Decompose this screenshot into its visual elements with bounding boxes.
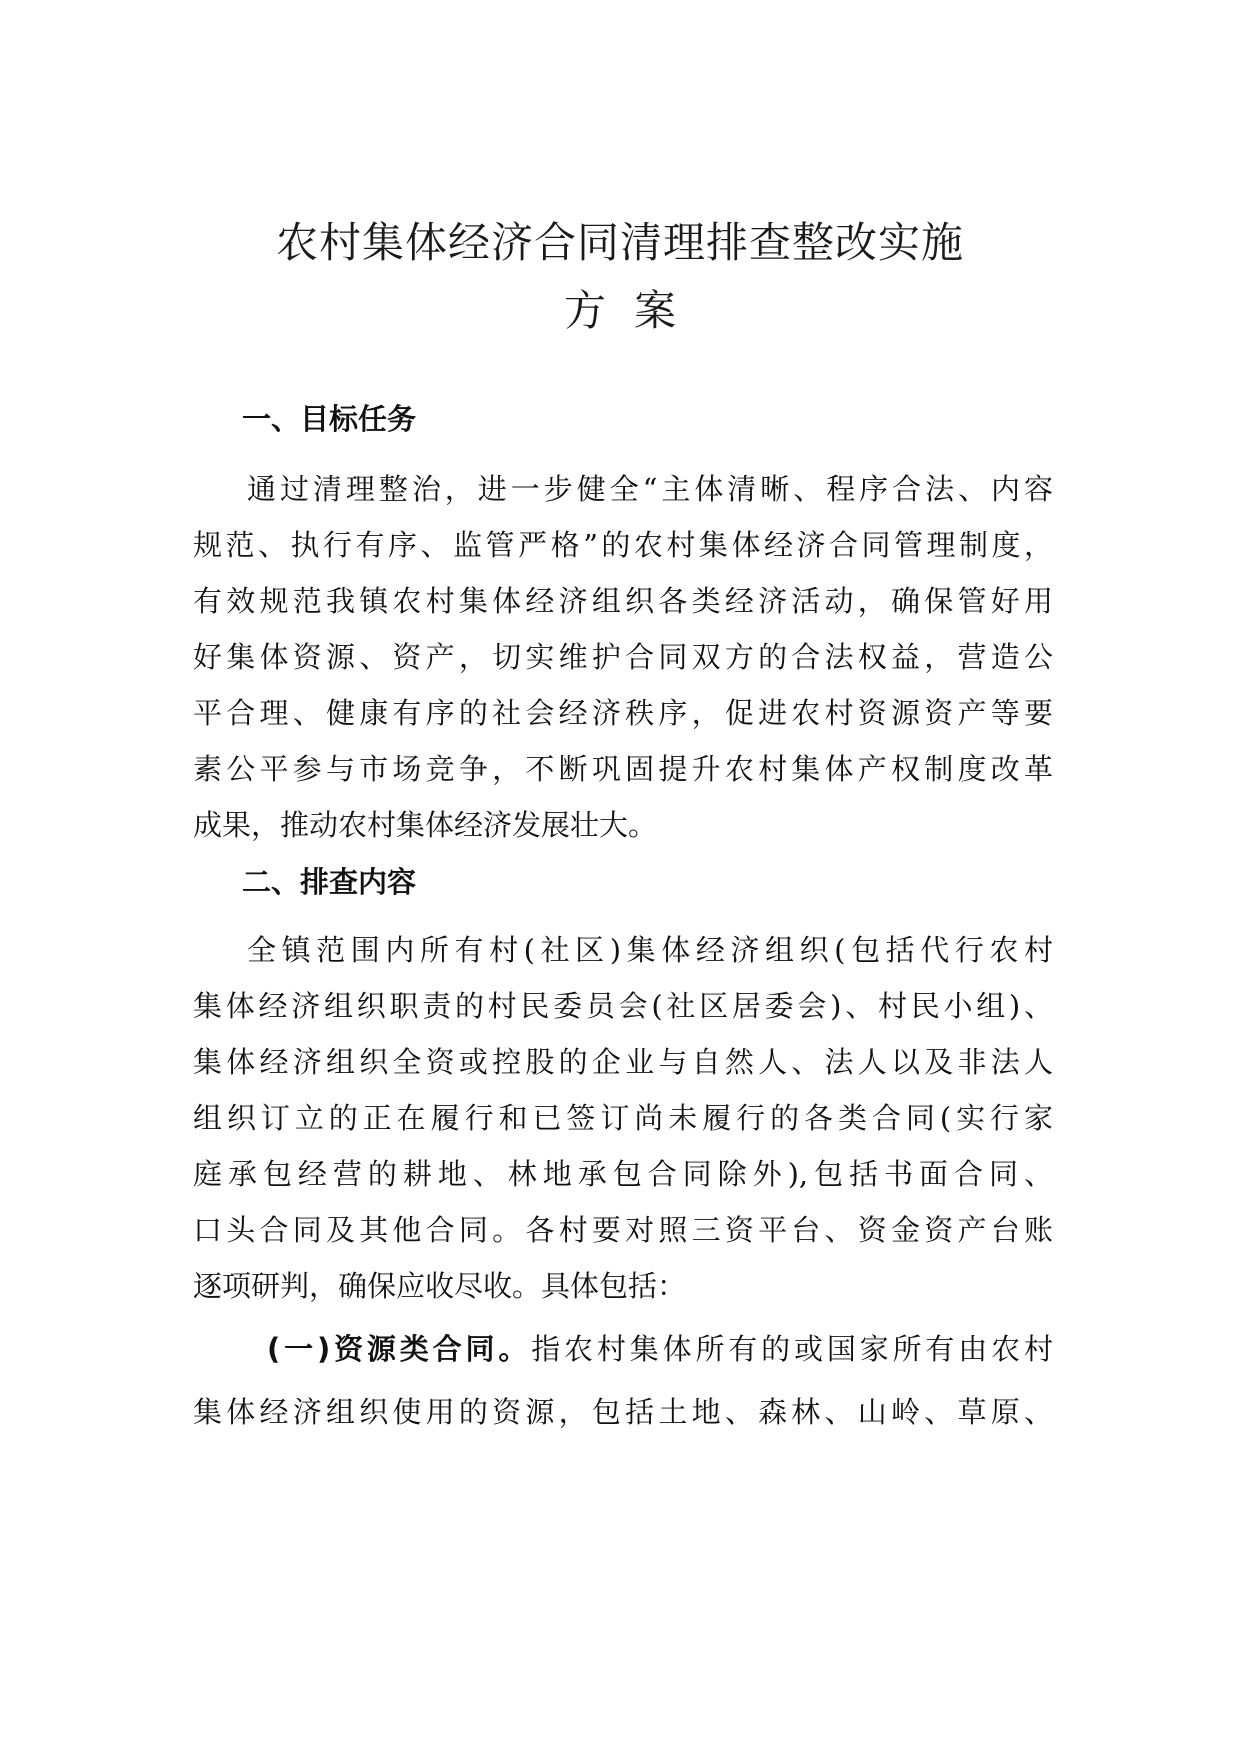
item1-second-line: 集体经济组织使用的资源，包括土地、森林、山岭、草原、 xyxy=(193,1395,1053,1429)
section2-line: 组织订立的正在履行和已签订尚未履行的各类合同(实行家 xyxy=(193,1101,1053,1135)
section1-line: 通过清理整治，进一步健全“主体清晰、程序合法、内容 xyxy=(247,472,1053,506)
section1-line: 有效规范我镇农村集体经济组织各类经济活动，确保管好用 xyxy=(193,584,1053,618)
item1-first-line xyxy=(267,1329,1053,1369)
document-title-line1: 农村集体经济合同清理排查整改实施 xyxy=(275,218,964,267)
section2-line: 集体经济组织职责的村民委员会(社区居委会)、村民小组)、 xyxy=(193,989,1053,1023)
section2-line: 集体经济组织全资或控股的企业与自然人、法人以及非法人 xyxy=(193,1045,1053,1079)
section1-heading: 一、目标任务 xyxy=(242,402,417,436)
section1-line: 平合理、健康有序的社会经济秩序，促进农村资源资产等要 xyxy=(193,696,1053,730)
section1-line: 素公平参与市场竞争，不断巩固提升农村集体产权制度改革 xyxy=(193,752,1053,786)
section1-line: 好集体资源、资产，切实维护合同双方的合法权益，营造公 xyxy=(193,640,1053,674)
section2-heading: 二、排查内容 xyxy=(242,865,417,899)
section2-line: 庭承包经营的耕地、林地承包合同除外),包括书面合同、 xyxy=(193,1157,1053,1191)
section1-line: 成果，推动农村集体经济发展壮大。 xyxy=(193,808,658,842)
item1-label: (一)资源类合同。 xyxy=(267,1332,532,1366)
item1-text: 指农村集体所有的或国家所有由农村 xyxy=(531,1332,1053,1366)
document-title-line2: 方案 xyxy=(563,286,704,335)
section2-line: 逐项研判，确保应收尽收。具体包括： xyxy=(193,1269,687,1303)
section2-line: 口头合同及其他合同。各村要对照三资平台、资金资产台账 xyxy=(193,1213,1053,1247)
section1-line: 规范、执行有序、监管严格”的农村集体经济合同管理制度， xyxy=(193,528,1053,562)
section2-line: 全镇范围内所有村(社区)集体经济组织(包括代行农村 xyxy=(247,933,1053,967)
